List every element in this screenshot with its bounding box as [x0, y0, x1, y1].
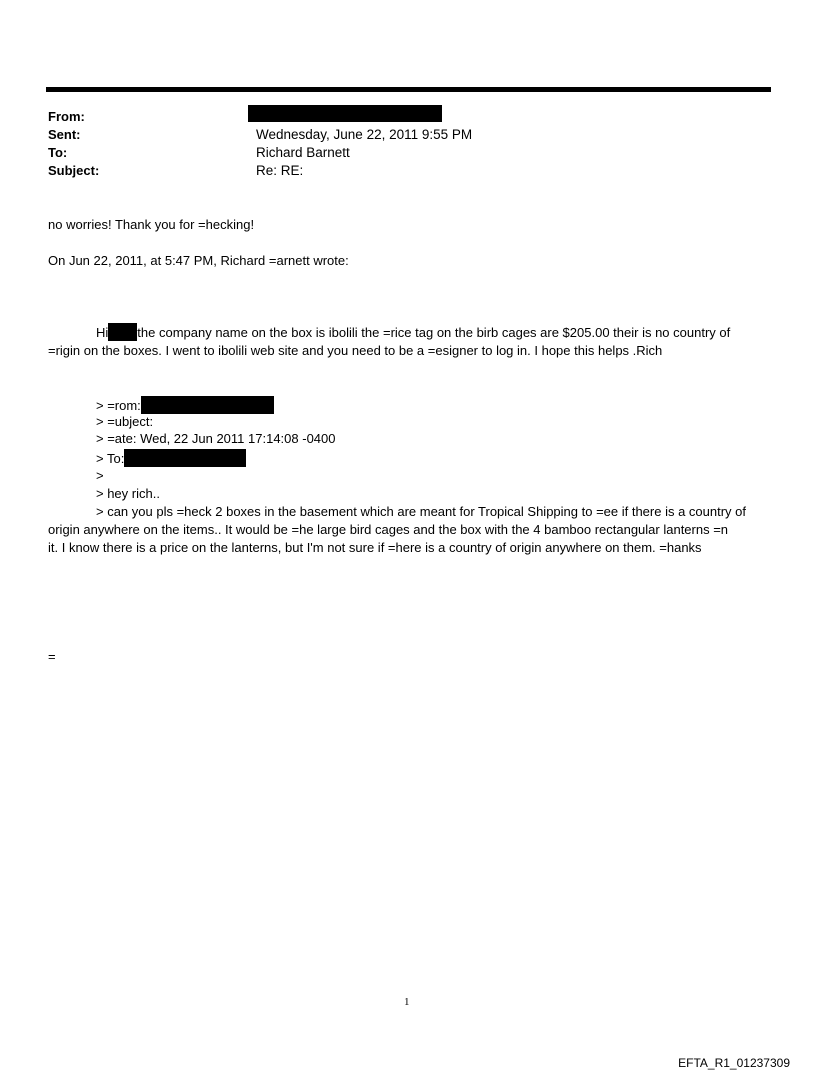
quote-date-line: > =ate: Wed, 22 Jun 2011 17:14:08 -0400 — [96, 431, 336, 446]
trailing-equals: = — [48, 649, 56, 664]
sent-label: Sent: — [48, 127, 81, 142]
redacted-quote-from — [141, 396, 274, 414]
quote-hey-line: > hey rich.. — [96, 486, 160, 501]
document-id: EFTA_R1_01237309 — [678, 1056, 790, 1070]
quote-to-line — [96, 449, 246, 467]
redacted-quote-to — [124, 449, 246, 467]
quote-body-line-1: > can you pls =heck 2 boxes in the basement which are meant for Tropical Shipping to =ee if there is a country of — [96, 504, 747, 519]
redacted-from — [248, 105, 442, 122]
header-rule — [46, 87, 771, 92]
from-label: From: — [48, 109, 85, 124]
to-label: To: — [48, 145, 68, 160]
quote-body-line-2: origin anywhere on the items.. It would be =he large bird cages and the box with the 4 bamboo rectangular lanterns =n — [48, 522, 729, 537]
sent-value: Wednesday, June 22, 2011 9:55 PM — [256, 127, 473, 142]
reply-line-2: =rigin on the boxes. I went to ibolili web site and you need to be a =esigner to log in. I hope this helps .Rich — [48, 343, 663, 358]
reply-line-1 — [96, 323, 730, 341]
body-line-onjun: On Jun 22, 2011, at 5:47 PM, Richard =arnett wrote: — [48, 253, 349, 268]
quote-from-line — [96, 396, 274, 414]
subject-label: Subject: — [48, 163, 100, 178]
redacted-name-hi — [108, 323, 137, 341]
page-number: 1 — [404, 996, 410, 1008]
reply-line-1-text: the company name on the box is ibolili the =rice tag on the birb cages are $205.00 their is no country of — [137, 325, 731, 340]
body-line-worries: no worries! Thank you for =hecking! — [48, 217, 255, 232]
quote-body-line-3: it. I know there is a price on the lanterns, but I'm not sure if =here is a country of origin anywhere on them. =hanks — [48, 540, 702, 555]
subject-value: Re: RE: — [256, 163, 304, 178]
quote-subject-line: > =ubject: — [96, 414, 154, 429]
reply-hi: Hi — [96, 325, 109, 340]
quote-to-label: > To: — [96, 451, 125, 466]
quote-from-label: > =rom: — [96, 398, 141, 413]
quote-blank-line: > — [96, 468, 104, 483]
to-value: Richard Barnett — [256, 145, 350, 160]
